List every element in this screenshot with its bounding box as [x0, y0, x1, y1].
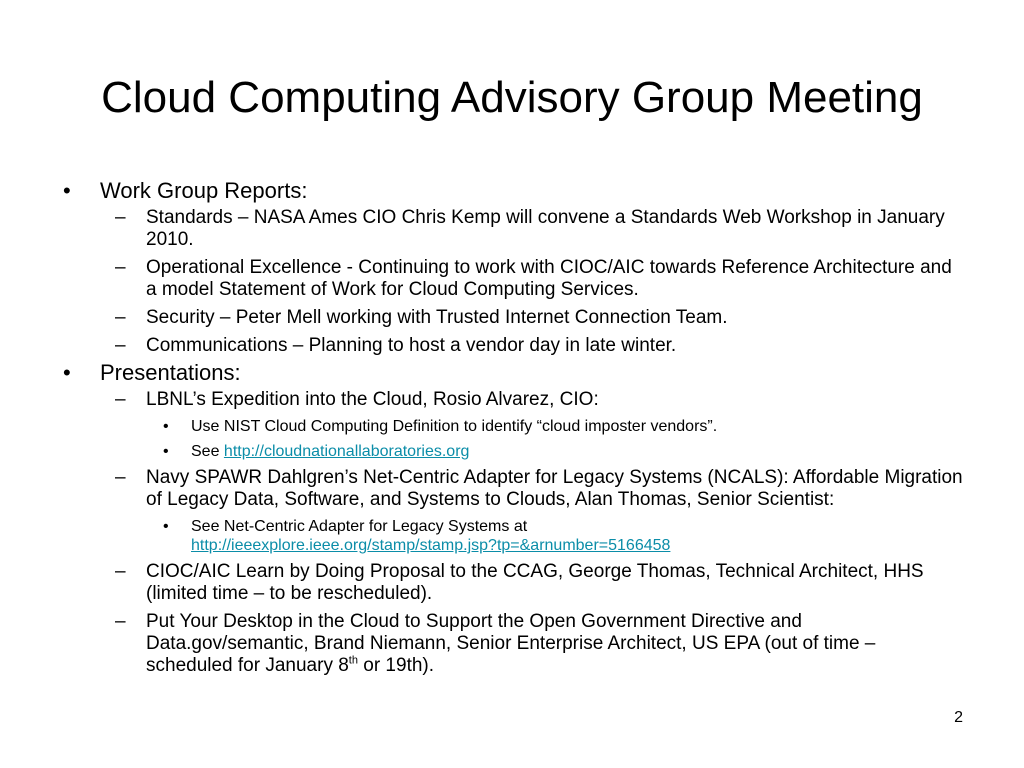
bullet-work-group-reports: [63, 178, 963, 204]
sub-item-text: Navy SPAWR Dahlgren’s Net-Centric Adapter for Legacy Systems (NCALS): Affordable Migration of Legacy Data, Software, and Systems to Clouds, Alan Thomas, Senior Scientist:: [146, 467, 963, 510]
sub-item-operational-excellence: [115, 257, 963, 301]
superscript-th: th: [348, 654, 358, 667]
slide-content: [63, 178, 963, 683]
bullet-icon: •: [163, 443, 169, 460]
sub-item-security: [115, 307, 963, 329]
sub-sub-item-text: Use NIST Cloud Computing Definition to identify “cloud imposter vendors”.: [191, 418, 718, 435]
bullet-icon: •: [63, 360, 71, 385]
sub-sub-item-ieee: [163, 517, 963, 555]
sub-item-text: LBNL’s Expedition into the Cloud, Rosio Alvarez, CIO:: [146, 389, 599, 410]
dash-icon: –: [115, 307, 126, 328]
bullet-presentations: [63, 360, 963, 386]
presentations-heading: Presentations:: [100, 360, 241, 385]
sub-item-cioc-aic: [115, 561, 963, 605]
dash-icon: –: [115, 611, 126, 632]
slide-title: Cloud Computing Advisory Group Meeting: [101, 73, 923, 122]
sub-sub-item-prefix: See: [191, 443, 220, 460]
page-number: 2: [954, 709, 963, 726]
dash-icon: –: [115, 561, 126, 582]
sub-item-text: Standards – NASA Ames CIO Chris Kemp will convene a Standards Web Workshop in January 2010.: [146, 207, 945, 250]
sub-sub-item-prefix: See Net-Centric Adapter for Legacy Systems at: [191, 518, 528, 535]
bullet-icon: •: [63, 178, 71, 203]
sub-sub-item-nist: [163, 417, 963, 436]
dash-icon: –: [115, 389, 126, 410]
ieeexplore-link[interactable]: http://ieeexplore.ieee.org/stamp/stamp.jsp?tp=&arnumber=5166458: [191, 537, 671, 554]
dash-icon: –: [115, 467, 126, 488]
sub-item-standards: [115, 207, 963, 251]
sub-item-communications: [115, 335, 963, 357]
sub-item-lbnl: [115, 389, 963, 411]
sub-item-text: Put Your Desktop in the Cloud to Support the Open Government Directive and Data.gov/semantic, Brand Niemann, Senior Enterprise Architect, US EPA (out of time – scheduled for January 8: [146, 611, 876, 676]
cloudnationallaboratories-link[interactable]: http://cloudnationallaboratories.org: [223, 443, 470, 460]
sub-item-text: Security – Peter Mell working with Trusted Internet Connection Team.: [146, 307, 728, 328]
bullet-icon: •: [163, 518, 169, 535]
dash-icon: –: [115, 257, 126, 278]
sub-item-text: Operational Excellence - Continuing to work with CIOC/AIC towards Reference Architecture and a model Statement of Work for Cloud Computing Services.: [146, 257, 952, 300]
sub-item-desktop-cloud: [115, 611, 963, 677]
dash-icon: –: [115, 207, 126, 228]
work-group-heading: Work Group Reports:: [100, 178, 308, 203]
sub-sub-item-see-link: [163, 442, 963, 461]
bullet-icon: •: [163, 418, 169, 435]
dash-icon: –: [115, 335, 126, 356]
sub-item-text: Communications – Planning to host a vendor day in late winter.: [146, 335, 677, 356]
sub-item-text: CIOC/AIC Learn by Doing Proposal to the CCAG, George Thomas, Technical Architect, HHS (limited time – to be rescheduled).: [146, 561, 924, 604]
sub-item-text-end: or 19th).: [357, 655, 435, 676]
sub-item-navy-spawr: [115, 467, 963, 511]
